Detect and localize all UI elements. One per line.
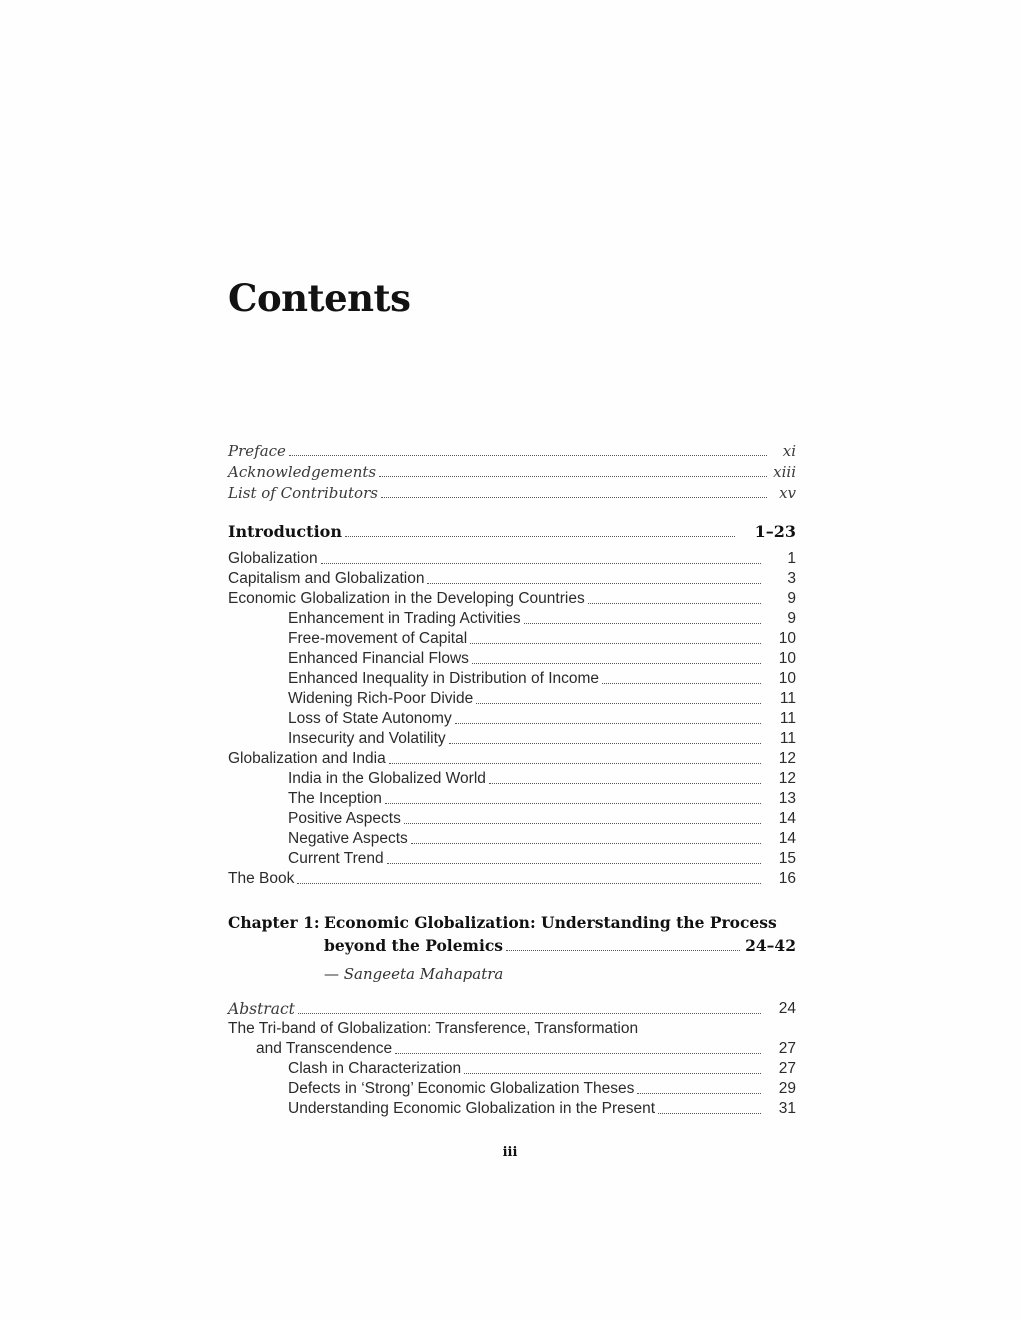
toc-entry-page: xv	[779, 484, 796, 502]
toc-entry-label: Globalization	[228, 550, 318, 567]
dot-leader	[321, 562, 761, 564]
dot-leader	[427, 582, 761, 584]
chapter-page-range: 24–42	[745, 936, 796, 955]
toc-entry-label: Introduction	[228, 522, 342, 541]
toc-entry[interactable]	[228, 769, 796, 789]
dot-leader	[387, 862, 761, 864]
toc-entry-label: Positive Aspects	[288, 810, 401, 827]
toc-entry-page: 9	[787, 610, 796, 627]
toc-entry-page: 16	[778, 870, 796, 887]
toc-entry-page: 9	[787, 590, 796, 607]
toc-entry-label-line-1: The Tri-band of Globalization: Transference, Transformation	[228, 1020, 639, 1037]
toc-entry-label: Enhanced Inequality in Distribution of Income	[288, 670, 600, 687]
chapter-title-line-1: Economic Globalization: Understanding the Process	[324, 913, 777, 932]
toc-entry-page: 12	[778, 750, 796, 767]
toc-entry-page: 27	[778, 1040, 796, 1057]
front-matter-group	[228, 441, 796, 503]
toc-entry-label: Widening Rich-Poor Divide	[288, 690, 474, 707]
toc-entry[interactable]	[228, 729, 796, 749]
toc-entry[interactable]	[228, 689, 796, 709]
page-title: Contents	[228, 276, 411, 320]
toc-entry-label: Clash in Characterization	[288, 1060, 462, 1077]
toc-entry-label: Acknowledgements	[228, 463, 377, 481]
dot-leader	[385, 802, 761, 804]
dot-leader	[289, 454, 767, 456]
page-folio: iii	[502, 1145, 518, 1160]
toc-entry[interactable]	[228, 829, 796, 849]
toc-entry-label: Capitalism and Globalization	[228, 570, 425, 587]
toc-entry[interactable]	[228, 1079, 796, 1099]
dot-leader	[470, 642, 761, 644]
toc-entry-label: Defects in ‘Strong’ Economic Globalization Theses	[288, 1080, 635, 1097]
toc-entry-label: Preface	[228, 442, 286, 460]
toc-entry[interactable]	[228, 629, 796, 649]
toc-entry-page: 24	[778, 1000, 796, 1017]
dot-leader	[297, 882, 761, 884]
toc-list	[228, 441, 796, 1119]
toc-entry-page: 10	[778, 630, 796, 647]
toc-entry-page: 11	[779, 710, 796, 727]
toc-entry-tri-band[interactable]	[228, 1019, 796, 1059]
toc-entry-label: Understanding Economic Globalization in the Present	[288, 1100, 656, 1117]
dot-leader	[524, 622, 761, 624]
toc-entry[interactable]	[228, 709, 796, 729]
dot-leader	[389, 762, 761, 764]
dot-leader	[455, 722, 761, 724]
toc-entry[interactable]	[228, 589, 796, 609]
toc-entry[interactable]	[228, 549, 796, 569]
toc-entry-label: List of Contributors	[228, 484, 378, 502]
dot-leader	[476, 702, 761, 704]
toc-entry[interactable]	[228, 669, 796, 689]
toc-entry-page: 15	[778, 850, 796, 867]
toc-entry-page: 29	[778, 1080, 796, 1097]
toc-entry-label: Economic Globalization in the Developing Countries	[228, 590, 585, 607]
chapter-author: — Sangeeta Mahapatra	[324, 965, 504, 983]
toc-entry-label-line-2: and Transcendence	[256, 1040, 393, 1057]
toc-entry[interactable]	[228, 1099, 796, 1119]
toc-entry-label: The Inception	[288, 790, 382, 807]
dot-leader	[588, 602, 761, 604]
toc-content	[228, 276, 796, 1119]
toc-entry[interactable]	[228, 1059, 796, 1079]
toc-entry-page: xiii	[773, 463, 796, 481]
toc-entry-label: India in the Globalized World	[288, 770, 486, 787]
toc-entry-label: Negative Aspects	[288, 830, 408, 847]
dot-leader	[472, 662, 761, 664]
toc-entry[interactable]	[228, 849, 796, 869]
toc-entry[interactable]	[228, 649, 796, 669]
chapter-title-line-2: beyond the Polemics	[324, 936, 504, 955]
toc-entry-page: 11	[779, 690, 796, 707]
toc-entry[interactable]	[228, 809, 796, 829]
toc-entry[interactable]	[228, 749, 796, 769]
dot-leader	[404, 822, 761, 824]
toc-entry-label: Enhancement in Trading Activities	[288, 610, 521, 627]
toc-entry-label: Insecurity and Volatility	[288, 730, 446, 747]
dot-leader	[381, 496, 767, 498]
toc-entry-acknowledgements[interactable]	[228, 462, 796, 482]
toc-entry-label: The Book	[228, 870, 295, 887]
toc-entry[interactable]	[228, 569, 796, 589]
toc-entry-abstract[interactable]	[228, 999, 796, 1019]
dot-leader	[411, 842, 761, 844]
dot-leader	[637, 1092, 761, 1094]
toc-entry-label: Current Trend	[288, 850, 384, 867]
introduction-entries	[228, 549, 796, 889]
toc-entry-page: 12	[778, 770, 796, 787]
dot-leader	[395, 1052, 761, 1054]
dot-leader	[449, 742, 761, 744]
toc-entry[interactable]	[228, 869, 796, 889]
toc-entry-page: 13	[778, 790, 796, 807]
toc-entry-page: 31	[778, 1100, 796, 1117]
toc-entry-page: 27	[778, 1060, 796, 1077]
dot-leader	[464, 1072, 761, 1074]
toc-entry-page: 10	[778, 670, 796, 687]
toc-entry-page: 14	[778, 810, 796, 827]
dot-leader	[489, 782, 761, 784]
toc-entry-label: Enhanced Financial Flows	[288, 650, 469, 667]
toc-entry-label: Loss of State Autonomy	[288, 710, 452, 727]
dot-leader	[658, 1112, 761, 1114]
dot-leader	[298, 1012, 761, 1014]
toc-entry-page: 1	[787, 550, 796, 567]
toc-entry[interactable]	[228, 609, 796, 629]
chapter-number: Chapter 1:	[228, 913, 320, 932]
dot-leader	[602, 682, 761, 684]
dot-leader	[379, 475, 767, 477]
toc-entry-introduction[interactable]	[228, 521, 796, 543]
toc-entry-label: Globalization and India	[228, 750, 386, 767]
toc-entry-label: Free-movement of Capital	[288, 630, 468, 647]
toc-entry-page: xi	[782, 442, 796, 460]
toc-entry-list-of-contributors[interactable]	[228, 483, 796, 503]
dot-leader	[506, 949, 740, 951]
toc-entry-preface[interactable]	[228, 441, 796, 461]
toc-entry-chapter-1[interactable]	[228, 911, 796, 957]
toc-entry-page: 1–23	[754, 522, 796, 541]
toc-entry-label: Abstract	[228, 1000, 295, 1018]
dot-leader	[345, 535, 735, 537]
toc-entry-page: 3	[787, 570, 796, 587]
toc-entry[interactable]	[228, 789, 796, 809]
toc-entry-page: 14	[778, 830, 796, 847]
toc-entry-page: 11	[779, 730, 796, 747]
toc-entry-page: 10	[778, 650, 796, 667]
